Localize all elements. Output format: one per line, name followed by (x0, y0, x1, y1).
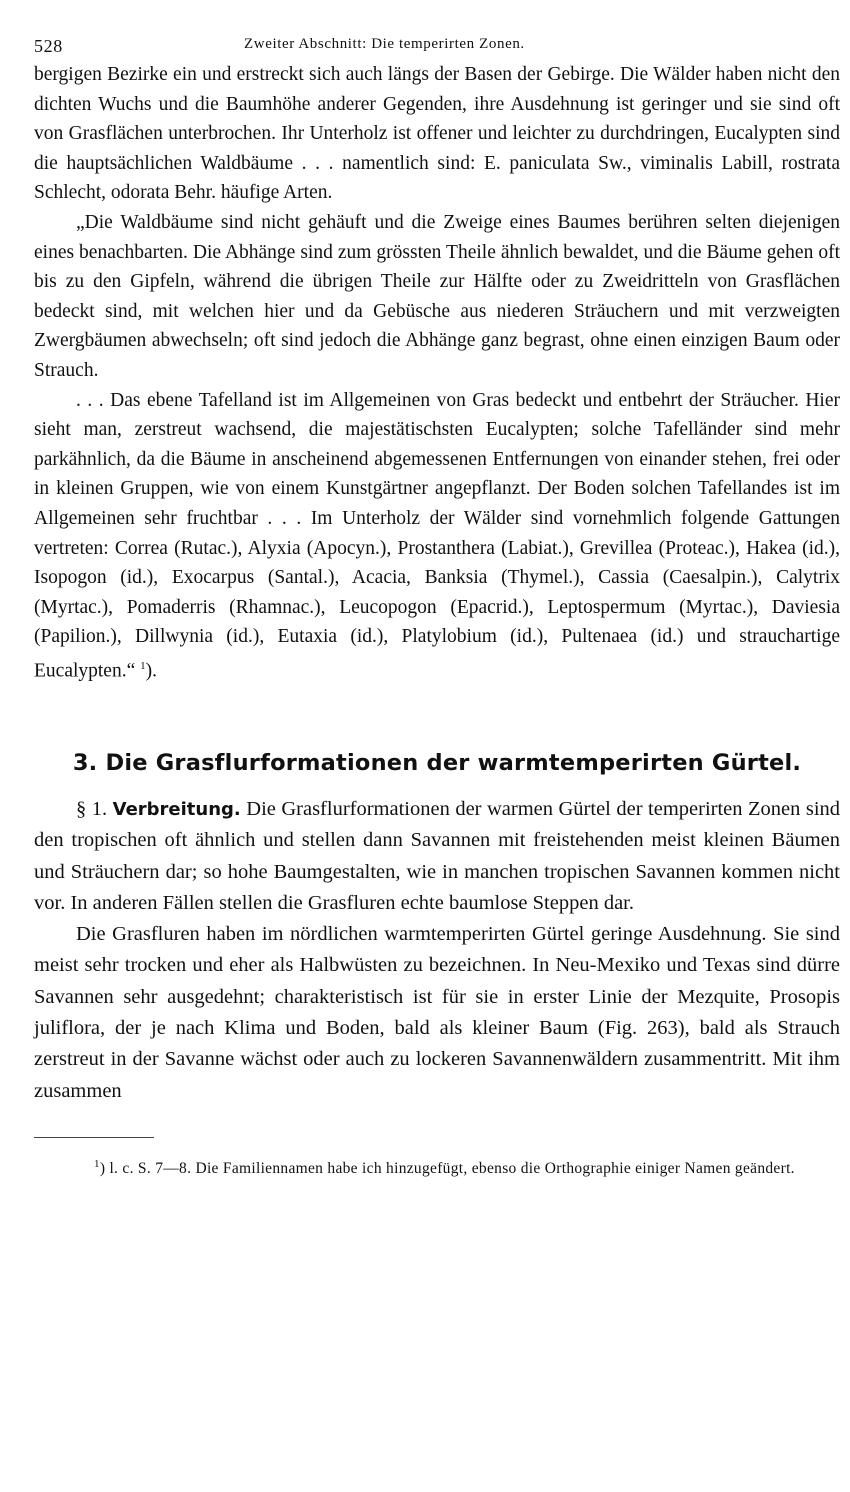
paragraph-verbreitung (34, 794, 840, 919)
footnote-divider (34, 1137, 154, 1138)
section-body (34, 794, 840, 1107)
paragraph-quote-tableland-text: . . . Das ebene Tafelland ist im Allgemeinen von Gras bedeckt und entbehrt der Sträucher. Hier sieht man, zerstreut wachsend, die majestätischsten Eucalypten; solche Tafelländer sind mehr parkähnlich, da die Bäume in anscheinend abgemessenen Entfernungen von einander stehen, frei oder in kleinen Gruppen, wie von einem Kunstgärtner angepflanzt. Der Boden solchen Tafellandes ist im Allgemeinen sehr fruchtbar . . . Im Unterholz der Wälder sind vornehmlich folgende Gattungen vertreten: Correa (Rutac.), Alyxia (Apocyn.), Prostanthera (Labiat.), Grevillea (Proteac.), Hakea (id.), Isopogon (id.), Exocarpus (Santal.), Acacia, Banksia (Thymel.), Cassia (Caesalpin.), Calytrix (Myrtac.), Pomaderris (Rhamnac.), Leucopogon (Epacrid.), Leptospermum (Myrtac.), Daviesia (Papilion.), Dillwynia (id.), Eutaxia (id.), Platylobium (id.), Pultenaea (id.) und strauchartige Eucalypten.“ (34, 389, 840, 682)
paragraph-verbreitung-text: Die Grasflurformationen der warmen Gürtel der temperirten Zonen sind den tropischen oft ähnlich und stellen dann Savannen mit freistehenden meist kleinen Bäumen und Sträuchern dar; so hohe Baumgestalten, wie in manchen tropischen Savannen kommen nicht vor. In anderen Fällen stellen die Grasfluren echte baumlose Steppen dar. (34, 797, 841, 914)
section-heading: 3. Die Grasflurformationen der warmtemperirten Gürtel. (72, 749, 802, 776)
paragraph-mark: § 1. (76, 797, 108, 820)
running-header (34, 30, 840, 60)
page-number: 528 (34, 36, 63, 56)
quoted-text-block (34, 60, 840, 686)
footnote-reference: 1 (140, 659, 146, 672)
running-title: Zweiter Abschnitt: Die temperirten Zonen. (244, 36, 525, 52)
paragraph-continuation: bergigen Bezirke ein und erstreckt sich auch längs der Basen der Gebirge. Die Wälder haben nicht den dichten Wuchs und die Baumhöhe anderer Gegenden, ihre Ausdehnung ist geringer und sie sind oft von Grasflächen unterbrochen. Ihr Unterholz ist offener und leichter zu durchdringen, Eucalypten sind die hauptsächlichen Waldbäume . . . namentlich sind: E. paniculata Sw., viminalis Labill, rostrata Schlecht, odorata Behr. häufige Arten. (34, 64, 840, 204)
paragraph-lead-title: Verbreitung. (112, 798, 241, 820)
page (34, 30, 840, 1181)
footnote (34, 1152, 840, 1181)
paragraph-grasfluren: Die Grasfluren haben im nördlichen warmtemperirten Gürtel geringe Ausdehnung. Sie sind meist sehr trocken und eher als Halbwüsten zu bezeichnen. In Neu-Mexiko und Texas sind dürre Savannen sehr ausgedehnt; charakteristisch ist für sie in erster Linie der Mezquite, Prosopis juliflora, der je nach Klima und Boden, bald als kleiner Baum (Fig. 263), bald als Strauch zerstreut in der Savanne wächst oder auch zu lockeren Savannenwäldern zusammentritt. Mit ihm zusammen (34, 923, 840, 1102)
paragraph-quote-forest: „Die Waldbäume sind nicht gehäuft und die Zweige eines Baumes berühren selten diejenigen eines benachbarten. Die Abhänge sind zum grössten Theile ähnlich bewaldet, und die Bäume gehen oft bis zu den Gipfeln, während die übrigen Theile zur Hälfte oder zu Zweidritteln von Grasflächen bedeckt sind, mit welchen hier und da Gebüsche aus niederen Sträuchern und mit verzweigten Zwergbäumen abwechseln; oft sind jedoch die Abhänge ganz begrast, ohne einen einzigen Baum oder Strauch. (34, 211, 840, 381)
paragraph-end: ). (145, 660, 157, 682)
paragraph-quote-tableland (34, 386, 840, 686)
footnote-marker: 1 (94, 1157, 100, 1170)
footnote-text: ) l. c. S. 7—8. Die Familiennamen habe ich hinzugefügt, ebenso die Orthographie einiger Namen geändert. (99, 1160, 795, 1178)
